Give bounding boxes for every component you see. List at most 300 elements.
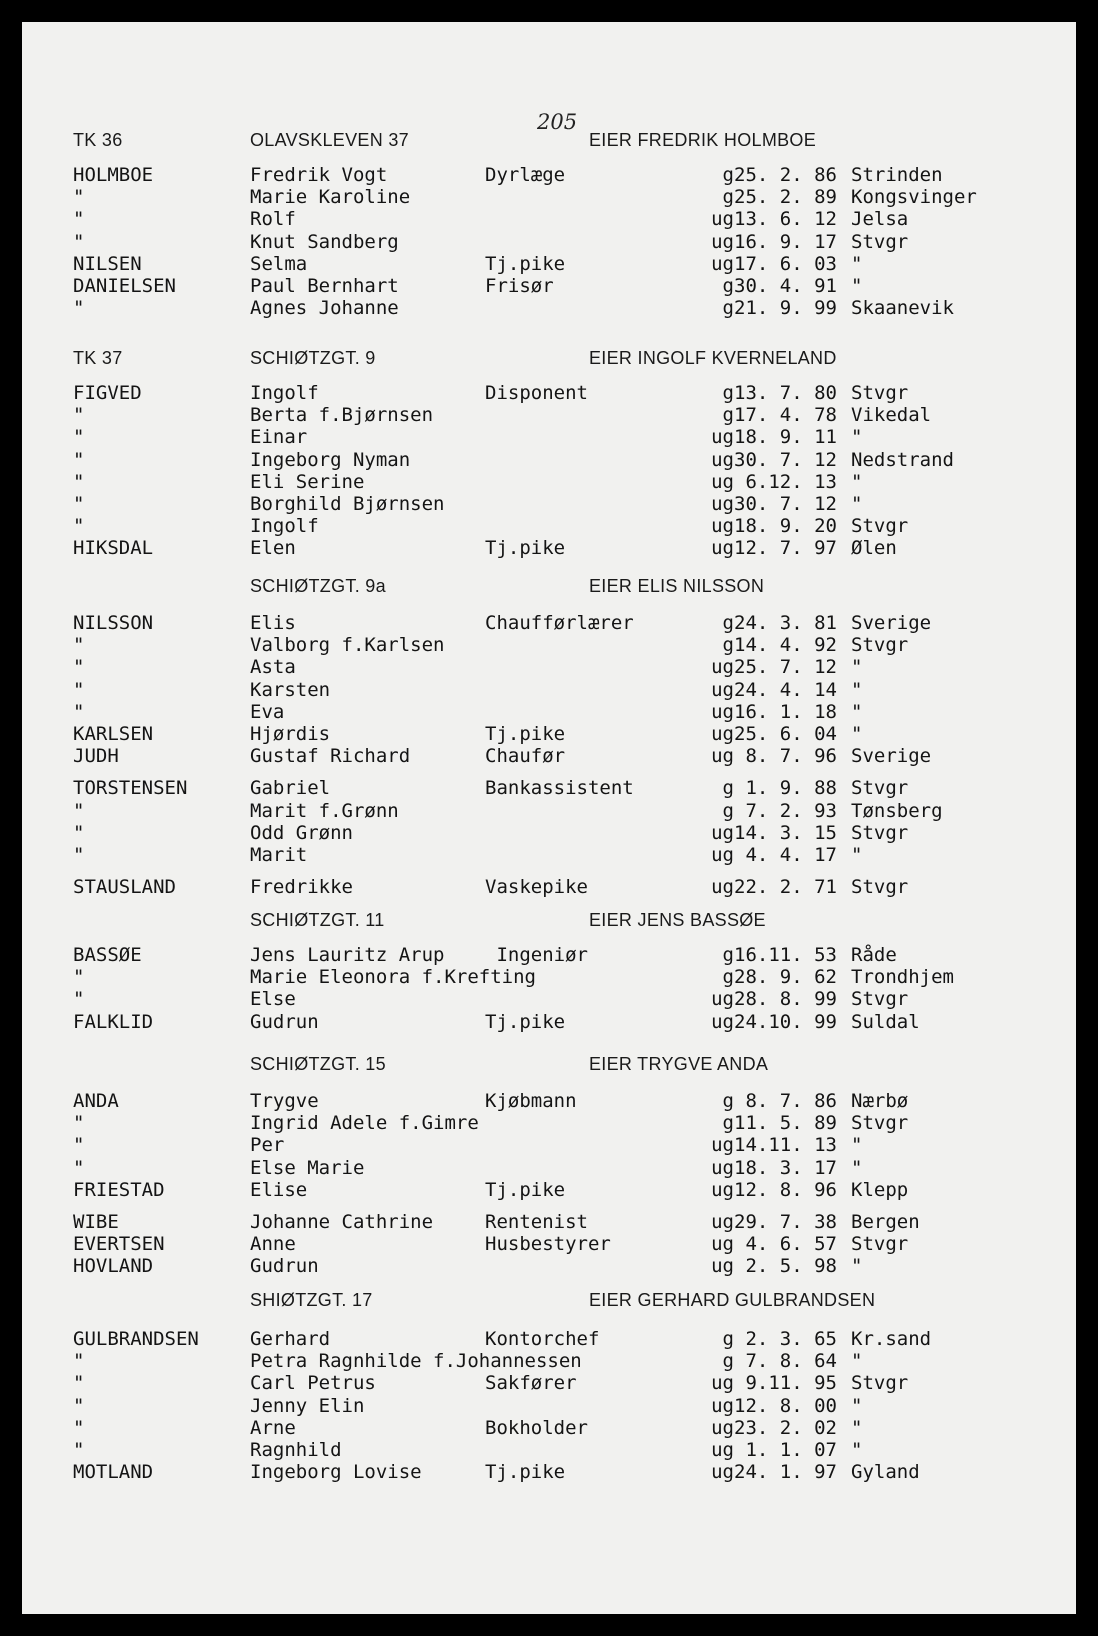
- resident-row: [22, 1255, 1076, 1277]
- surname: NILSSON: [73, 612, 154, 634]
- birth-date: 16. 9. 17: [734, 231, 837, 253]
- given-names: Else Marie: [250, 1157, 365, 1179]
- birth-date: 14.11. 13: [734, 1134, 837, 1156]
- owner-label: EIER ELIS NILSSON: [589, 576, 765, 596]
- surname: ": [73, 1439, 85, 1461]
- marital-status: ug: [711, 1157, 734, 1179]
- surname: ": [73, 449, 85, 471]
- resident-row: [22, 186, 1076, 208]
- given-names: Karsten: [250, 679, 331, 701]
- surname: ": [73, 1157, 85, 1179]
- birthplace: Suldal: [851, 1011, 920, 1033]
- birth-date: 2. 5. 98: [734, 1255, 837, 1277]
- birth-date: 1. 1. 07: [734, 1439, 837, 1461]
- given-names: Borghild Bjørnsen: [250, 493, 445, 515]
- resident-row: [22, 1372, 1076, 1394]
- birth-date: 28. 9. 62: [734, 966, 837, 988]
- surname: ": [73, 231, 85, 253]
- given-names: Ingrid Adele f.Gimre: [250, 1112, 479, 1134]
- birthplace: ": [851, 656, 863, 678]
- marital-status: g: [722, 612, 734, 634]
- given-names: Gudrun: [250, 1011, 319, 1033]
- given-names: Elise: [250, 1179, 308, 1201]
- occupation: Sakfører: [485, 1372, 577, 1394]
- resident-row: [22, 1395, 1076, 1417]
- resident-row: [22, 1417, 1076, 1439]
- resident-row: [22, 275, 1076, 297]
- resident-row: [22, 449, 1076, 471]
- resident-row: [22, 426, 1076, 448]
- birthplace: ": [851, 1439, 863, 1461]
- given-names: Asta: [250, 656, 296, 678]
- birthplace: ": [851, 493, 863, 515]
- surname: ": [73, 1395, 85, 1417]
- surname: STAUSLAND: [73, 876, 176, 898]
- marital-status: g: [722, 1350, 734, 1372]
- marital-status: ug: [711, 1134, 734, 1156]
- surname: ": [73, 800, 85, 822]
- birth-date: 7. 8. 64: [734, 1350, 837, 1372]
- birth-date: 14. 3. 15: [734, 822, 837, 844]
- birth-date: 18. 9. 20: [734, 515, 837, 537]
- birth-date: 2. 3. 65: [734, 1328, 837, 1350]
- given-names: Rolf: [250, 208, 296, 230]
- birthplace: ": [851, 471, 863, 493]
- birth-date: 21. 9. 99: [734, 297, 837, 319]
- occupation: Disponent: [485, 382, 588, 404]
- given-names: Selma: [250, 253, 308, 275]
- resident-row: [22, 612, 1076, 634]
- section-header: [22, 1054, 1076, 1078]
- birth-date: 24. 3. 81: [734, 612, 837, 634]
- surname: ": [73, 1134, 85, 1156]
- given-names: Trygve: [250, 1090, 319, 1112]
- given-names: Gustaf Richard: [250, 745, 411, 767]
- birth-date: 22. 2. 71: [734, 876, 837, 898]
- surname: ": [73, 493, 85, 515]
- birthplace: Sverige: [851, 612, 932, 634]
- surname: HIKSDAL: [73, 537, 154, 559]
- section-header: [22, 348, 1076, 372]
- birthplace: ": [851, 1157, 863, 1179]
- occupation: Frisør: [485, 275, 554, 297]
- birth-date: 8. 7. 96: [734, 745, 837, 767]
- birthplace: Gyland: [851, 1461, 920, 1483]
- birthplace: Kr.sand: [851, 1328, 932, 1350]
- marital-status: g: [722, 382, 734, 404]
- resident-row: [22, 876, 1076, 898]
- birth-date: 12. 8. 00: [734, 1395, 837, 1417]
- street-address: OLAVSKLEVEN 37: [250, 130, 409, 150]
- occupation: Tj.pike: [485, 1461, 566, 1483]
- birth-date: 16. 1. 18: [734, 701, 837, 723]
- birthplace: Stvgr: [851, 1372, 909, 1394]
- resident-row: [22, 723, 1076, 745]
- birth-date: 12. 7. 97: [734, 537, 837, 559]
- given-names: Valborg f.Karlsen: [250, 634, 445, 656]
- surname: HOVLAND: [73, 1255, 154, 1277]
- surname: ": [73, 701, 85, 723]
- resident-row: [22, 515, 1076, 537]
- birth-date: 18. 9. 11: [734, 426, 837, 448]
- marital-status: ug: [711, 723, 734, 745]
- birthplace: Vikedal: [851, 404, 932, 426]
- marital-status: ug: [711, 1233, 734, 1255]
- birth-date: 28. 8. 99: [734, 988, 837, 1010]
- resident-row: [22, 679, 1076, 701]
- birth-date: 6.12. 13: [734, 471, 837, 493]
- birth-date: 14. 4. 92: [734, 634, 837, 656]
- section-header: [22, 130, 1076, 154]
- birthplace: ": [851, 679, 863, 701]
- surname: DANIELSEN: [73, 275, 176, 297]
- birthplace: Stvgr: [851, 777, 909, 799]
- resident-row: [22, 471, 1076, 493]
- marital-status: ug: [711, 679, 734, 701]
- birthplace: Stvgr: [851, 515, 909, 537]
- birth-date: 4. 4. 17: [734, 844, 837, 866]
- given-names: Eva: [250, 701, 285, 723]
- resident-row: [22, 1011, 1076, 1033]
- marital-status: ug: [711, 822, 734, 844]
- birthplace: Ølen: [851, 537, 897, 559]
- marital-status: g: [722, 404, 734, 426]
- resident-row: [22, 253, 1076, 275]
- marital-status: ug: [711, 1461, 734, 1483]
- resident-row: [22, 822, 1076, 844]
- resident-row: [22, 1350, 1076, 1372]
- surname: ": [73, 822, 85, 844]
- given-names: Ingolf: [250, 382, 319, 404]
- street-address: SCHIØTZGT. 15: [250, 1054, 386, 1074]
- surname: JUDH: [73, 745, 119, 767]
- birthplace: Stvgr: [851, 1112, 909, 1134]
- resident-row: [22, 537, 1076, 559]
- marital-status: ug: [711, 1255, 734, 1277]
- occupation: Tj.pike: [485, 1011, 566, 1033]
- resident-row: [22, 1090, 1076, 1112]
- birthplace: Skaanevik: [851, 297, 954, 319]
- occupation: Chaufør: [485, 745, 566, 767]
- given-names: Ragnhild: [250, 1439, 342, 1461]
- resident-row: [22, 1211, 1076, 1233]
- birthplace: Bergen: [851, 1211, 920, 1233]
- birthplace: ": [851, 844, 863, 866]
- surname: ": [73, 1350, 85, 1372]
- section-header: [22, 576, 1076, 600]
- birthplace: ": [851, 1417, 863, 1439]
- birth-date: 9.11. 95: [734, 1372, 837, 1394]
- surname: ": [73, 471, 85, 493]
- birth-date: 30. 4. 91: [734, 275, 837, 297]
- birth-date: 17. 4. 78: [734, 404, 837, 426]
- surname: MOTLAND: [73, 1461, 154, 1483]
- birth-date: 7. 2. 93: [734, 800, 837, 822]
- occupation: Rentenist: [485, 1211, 588, 1233]
- marital-status: ug: [711, 208, 734, 230]
- birthplace: ": [851, 426, 863, 448]
- birth-date: 11. 5. 89: [734, 1112, 837, 1134]
- resident-row: [22, 1179, 1076, 1201]
- surname: FRIESTAD: [73, 1179, 165, 1201]
- birth-date: 24.10. 99: [734, 1011, 837, 1033]
- surname: ": [73, 988, 85, 1010]
- surname: TORSTENSEN: [73, 777, 188, 799]
- occupation: Dyrlæge: [485, 164, 566, 186]
- resident-row: [22, 1461, 1076, 1483]
- marital-status: g: [722, 634, 734, 656]
- surname: FIGVED: [73, 382, 142, 404]
- marital-status: ug: [711, 1417, 734, 1439]
- marital-status: g: [722, 1090, 734, 1112]
- birthplace: Trondhjem: [851, 966, 954, 988]
- resident-row: [22, 988, 1076, 1010]
- surname: HOLMBOE: [73, 164, 154, 186]
- birthplace: Jelsa: [851, 208, 909, 230]
- birthplace: Nærbø: [851, 1090, 909, 1112]
- marital-status: g: [722, 800, 734, 822]
- birth-date: 25. 2. 86: [734, 164, 837, 186]
- given-names: Marit: [250, 844, 308, 866]
- birthplace: Stvgr: [851, 1233, 909, 1255]
- resident-row: [22, 1134, 1076, 1156]
- marital-status: g: [722, 1328, 734, 1350]
- given-names: Berta f.Bjørnsen: [250, 404, 434, 426]
- resident-row: [22, 800, 1076, 822]
- section-header: [22, 1290, 1076, 1314]
- resident-row: [22, 164, 1076, 186]
- birth-date: 12. 8. 96: [734, 1179, 837, 1201]
- marital-status: g: [722, 1112, 734, 1134]
- surname: ": [73, 1112, 85, 1134]
- surname: EVERTSEN: [73, 1233, 165, 1255]
- birthplace: Nedstrand: [851, 449, 954, 471]
- birthplace: ": [851, 1255, 863, 1277]
- marital-status: ug: [711, 876, 734, 898]
- birth-date: 29. 7. 38: [734, 1211, 837, 1233]
- tk-label: TK 36: [73, 130, 123, 150]
- given-names: Johanne Cathrine: [250, 1211, 434, 1233]
- given-names: Ingeborg Lovise: [250, 1461, 422, 1483]
- birthplace: Stvgr: [851, 822, 909, 844]
- tk-label: TK 37: [73, 348, 123, 368]
- birth-date: 23. 2. 02: [734, 1417, 837, 1439]
- birth-date: 24. 4. 14: [734, 679, 837, 701]
- resident-row: [22, 944, 1076, 966]
- resident-row: [22, 1157, 1076, 1179]
- given-names: Ingolf: [250, 515, 319, 537]
- marital-status: ug: [711, 231, 734, 253]
- given-names: Jenny Elin: [250, 1395, 365, 1417]
- birthplace: Stvgr: [851, 382, 909, 404]
- marital-status: g: [722, 164, 734, 186]
- birth-date: 30. 7. 12: [734, 449, 837, 471]
- marital-status: ug: [711, 844, 734, 866]
- resident-row: [22, 701, 1076, 723]
- owner-label: EIER GERHARD GULBRANDSEN: [589, 1290, 876, 1310]
- birthplace: Stvgr: [851, 634, 909, 656]
- surname: ": [73, 515, 85, 537]
- given-names: Else: [250, 988, 296, 1010]
- occupation: Kjøbmann: [485, 1090, 577, 1112]
- given-names: Marie Karoline: [250, 186, 411, 208]
- birthplace: Sverige: [851, 745, 932, 767]
- surname: BASSØE: [73, 944, 142, 966]
- given-names: Arne: [250, 1417, 296, 1439]
- marital-status: g: [722, 777, 734, 799]
- census-page: [22, 22, 1076, 1614]
- birthplace: Kongsvinger: [851, 186, 977, 208]
- marital-status: g: [722, 275, 734, 297]
- section-header: [22, 910, 1076, 934]
- given-names: Anne: [250, 1233, 296, 1255]
- given-names: Elis: [250, 612, 296, 634]
- given-names: Hjørdis: [250, 723, 331, 745]
- marital-status: ug: [711, 1179, 734, 1201]
- resident-row: [22, 745, 1076, 767]
- marital-status: ug: [711, 1372, 734, 1394]
- given-names: Petra Ragnhilde f.Johannessen: [250, 1350, 582, 1372]
- resident-row: [22, 231, 1076, 253]
- resident-row: [22, 1112, 1076, 1134]
- birthplace: ": [851, 1395, 863, 1417]
- marital-status: ug: [711, 253, 734, 275]
- given-names: Marit f.Grønn: [250, 800, 399, 822]
- surname: ": [73, 1372, 85, 1394]
- birthplace: Strinden: [851, 164, 943, 186]
- street-address: SCHIØTZGT. 9: [250, 348, 376, 368]
- marital-status: ug: [711, 1211, 734, 1233]
- marital-status: g: [722, 297, 734, 319]
- birthplace: ": [851, 701, 863, 723]
- occupation: Chaufførlærer: [485, 612, 634, 634]
- resident-row: [22, 777, 1076, 799]
- birth-date: 24. 1. 97: [734, 1461, 837, 1483]
- resident-row: [22, 382, 1076, 404]
- surname: ": [73, 1417, 85, 1439]
- marital-status: ug: [711, 1439, 734, 1461]
- given-names: Fredrikke: [250, 876, 353, 898]
- resident-row: [22, 1439, 1076, 1461]
- owner-label: EIER FREDRIK HOLMBOE: [589, 130, 817, 150]
- street-address: SCHIØTZGT. 11: [250, 910, 385, 930]
- given-names: Eli Serine: [250, 471, 365, 493]
- surname: ": [73, 426, 85, 448]
- resident-row: [22, 404, 1076, 426]
- birth-date: 13. 6. 12: [734, 208, 837, 230]
- occupation: Bankassistent: [485, 777, 634, 799]
- surname: ": [73, 844, 85, 866]
- marital-status: g: [722, 186, 734, 208]
- surname: KARLSEN: [73, 723, 154, 745]
- birthplace: Stvgr: [851, 231, 909, 253]
- surname: ": [73, 634, 85, 656]
- birthplace: Tønsberg: [851, 800, 943, 822]
- given-names: Einar: [250, 426, 308, 448]
- birth-date: 30. 7. 12: [734, 493, 837, 515]
- marital-status: ug: [711, 493, 734, 515]
- resident-row: [22, 656, 1076, 678]
- surname: WIBE: [73, 1211, 119, 1233]
- surname: ": [73, 297, 85, 319]
- occupation: Kontorchef: [485, 1328, 600, 1350]
- birth-date: 16.11. 53: [734, 944, 837, 966]
- occupation: Tj.pike: [485, 253, 566, 275]
- marital-status: ug: [711, 701, 734, 723]
- birth-date: 4. 6. 57: [734, 1233, 837, 1255]
- birth-date: 25. 2. 89: [734, 186, 837, 208]
- resident-row: [22, 1328, 1076, 1350]
- surname: ": [73, 679, 85, 701]
- marital-status: g: [722, 944, 734, 966]
- surname: ": [73, 656, 85, 678]
- given-names: Fredrik Vogt: [250, 164, 388, 186]
- marital-status: ug: [711, 471, 734, 493]
- resident-row: [22, 208, 1076, 230]
- resident-row: [22, 297, 1076, 319]
- occupation: Bokholder: [485, 1417, 588, 1439]
- surname: GULBRANDSEN: [73, 1328, 199, 1350]
- birth-date: 13. 7. 80: [734, 382, 837, 404]
- birthplace: Klepp: [851, 1179, 909, 1201]
- birth-date: 1. 9. 88: [734, 777, 837, 799]
- birth-date: 17. 6. 03: [734, 253, 837, 275]
- marital-status: ug: [711, 515, 734, 537]
- given-names: Jens Lauritz Arup: [250, 944, 445, 966]
- occupation: Tj.pike: [485, 537, 566, 559]
- marital-status: ug: [711, 449, 734, 471]
- birth-date: 18. 3. 17: [734, 1157, 837, 1179]
- surname: ANDA: [73, 1090, 119, 1112]
- given-names: Odd Grønn: [250, 822, 353, 844]
- given-names: Carl Petrus: [250, 1372, 376, 1394]
- owner-label: EIER INGOLF KVERNELAND: [589, 348, 837, 368]
- birthplace: ": [851, 1350, 863, 1372]
- occupation: Ingeniør: [485, 944, 588, 966]
- street-address: SHIØTZGT. 17: [250, 1290, 373, 1310]
- given-names: Gabriel: [250, 777, 331, 799]
- given-names: Gudrun: [250, 1255, 319, 1277]
- birthplace: Stvgr: [851, 988, 909, 1010]
- birthplace: ": [851, 1134, 863, 1156]
- resident-row: [22, 966, 1076, 988]
- resident-row: [22, 1233, 1076, 1255]
- occupation: Tj.pike: [485, 723, 566, 745]
- given-names: Marie Eleonora f.Krefting: [250, 966, 536, 988]
- birthplace: ": [851, 723, 863, 745]
- surname: ": [73, 186, 85, 208]
- marital-status: ug: [711, 426, 734, 448]
- given-names: Elen: [250, 537, 296, 559]
- given-names: Ingeborg Nyman: [250, 449, 411, 471]
- surname: NILSEN: [73, 253, 142, 275]
- marital-status: ug: [711, 745, 734, 767]
- surname: ": [73, 966, 85, 988]
- birth-date: 25. 6. 04: [734, 723, 837, 745]
- occupation: Tj.pike: [485, 1179, 566, 1201]
- resident-row: [22, 844, 1076, 866]
- given-names: Knut Sandberg: [250, 231, 399, 253]
- occupation: Husbestyrer: [485, 1233, 611, 1255]
- birth-date: 8. 7. 86: [734, 1090, 837, 1112]
- birthplace: Stvgr: [851, 876, 909, 898]
- marital-status: g: [722, 966, 734, 988]
- birthplace: ": [851, 275, 863, 297]
- birthplace: ": [851, 253, 863, 275]
- given-names: Agnes Johanne: [250, 297, 399, 319]
- marital-status: ug: [711, 656, 734, 678]
- given-names: Per: [250, 1134, 285, 1156]
